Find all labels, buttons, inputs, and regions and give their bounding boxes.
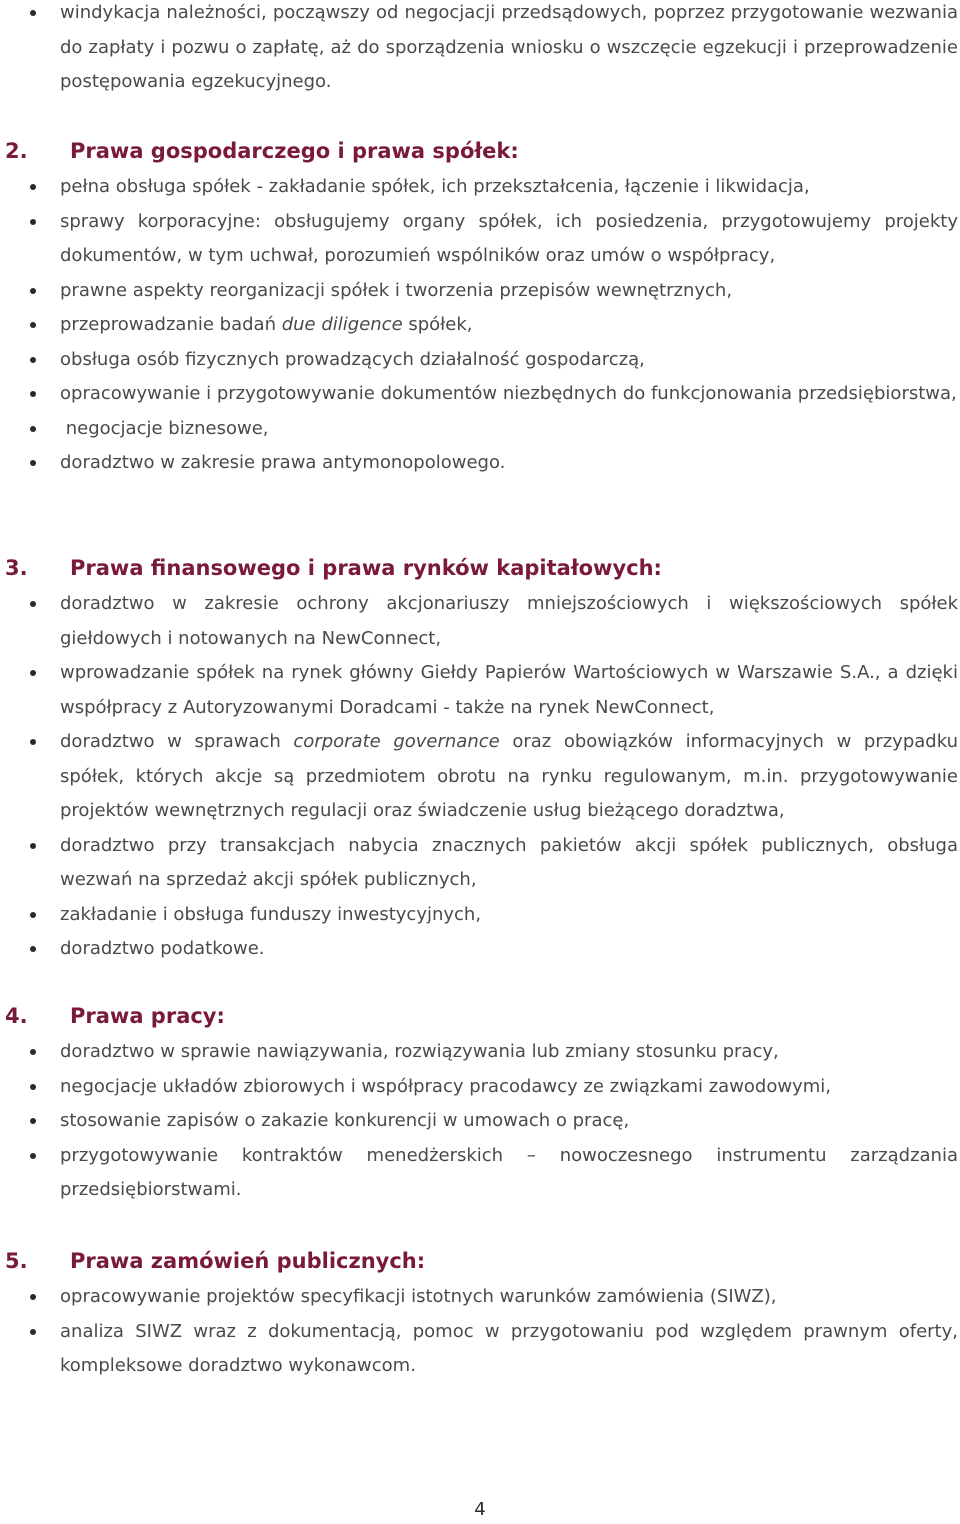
text-after: spółek, <box>402 314 473 335</box>
bullet-icon <box>30 843 36 849</box>
bullet-icon <box>30 1049 36 1055</box>
bullet-icon <box>30 1118 36 1124</box>
list-item <box>0 587 958 656</box>
list-item-text: doradztwo w zakresie ochrony akcjonariuszy mniejszościowych i większościowych spółek giełdowych i notowanych na NewConnect, <box>60 593 958 649</box>
list-item-text: doradztwo w sprawie nawiązywania, rozwiązywania lub zmiany stosunku pracy, <box>60 1041 779 1062</box>
list-item-text: przygotowywanie kontraktów menedżerskich – nowoczesnego instrumentu zarządzania przedsiębiorstwami. <box>60 1144 958 1200</box>
list-item <box>0 205 958 274</box>
list-item-text: negocjacje biznesowe, <box>60 417 269 439</box>
list-item <box>0 1280 958 1315</box>
section-number: 4. <box>5 1004 28 1028</box>
text-before: przeprowadzanie badań <box>60 314 282 335</box>
list-item <box>0 1070 958 1105</box>
list-item <box>0 343 958 378</box>
section-heading-5 <box>0 1244 958 1278</box>
list-item-text: negocjacje układów zbiorowych i współpracy pracodawcy ze związkami zawodowymi, <box>60 1075 831 1097</box>
list-item-text: pełna obsługa spółek - zakładanie spółek, ich przekształcenia, łączenie i likwidacja, <box>60 176 810 197</box>
bullet-icon <box>30 10 36 16</box>
list-item <box>0 1139 958 1208</box>
list-item-text: doradztwo przy transakcjach nabycia znacznych pakietów akcji spółek publicznych, obsługa wezwań na sprzedaż akcji spółek publicznych, <box>60 834 958 890</box>
section-3-list <box>0 587 958 967</box>
bullet-icon <box>30 184 36 190</box>
section-title: Prawa gospodarczego i prawa spółek: <box>70 139 519 163</box>
list-item <box>0 1315 958 1384</box>
bullet-icon <box>30 219 36 225</box>
list-item-text: stosowanie zapisów o zakazie konkurencji w umowach o pracę, <box>60 1110 630 1131</box>
text-after: oraz obowiązków informacyjnych w przypadku spółek, których akcje są przedmiotem obrotu na rynku regulowanym, m.in. przygotowywanie projektów wewnętrznych regulacji oraz świadczenie usług bieżącego doradztwa, <box>60 731 958 821</box>
bullet-icon <box>30 601 36 607</box>
list-item <box>0 725 958 829</box>
emphasis-text: corporate governance <box>293 731 500 752</box>
list-item <box>0 829 958 898</box>
list-item <box>0 0 958 100</box>
emphasis-text: due diligence <box>281 314 403 335</box>
section-4-list <box>0 1035 958 1208</box>
list-item <box>0 170 958 205</box>
bullet-icon <box>30 288 36 294</box>
list-item-text: prawne aspekty reorganizacji spółek i tworzenia przepisów wewnętrznych, <box>60 279 733 301</box>
section-5-list <box>0 1280 958 1384</box>
list-item <box>0 932 958 967</box>
text-before: doradztwo w sprawach <box>60 731 294 752</box>
list-item-text: zakładanie i obsługa funduszy inwestycyjnych, <box>60 903 482 925</box>
bullet-icon <box>30 1329 36 1335</box>
bullet-icon <box>30 357 36 363</box>
bullet-icon <box>30 460 36 466</box>
list-item-text: doradztwo podatkowe. <box>60 938 265 959</box>
list-item-text: doradztwo w zakresie prawa antymonopolowego. <box>60 452 506 473</box>
list-item-text: opracowywanie projektów specyfikacji istotnych warunków zamówienia (SIWZ), <box>60 1286 777 1307</box>
list-item-text <box>60 314 473 335</box>
section-title: Prawa pracy: <box>70 1004 225 1028</box>
list-item-text: sprawy korporacyjne: obsługujemy organy spółek, ich posiedzenia, przygotowujemy projekty dokumentów, w tym uchwał, porozumień wspólników oraz umów o współpracy, <box>60 210 958 266</box>
section-heading-3 <box>0 551 958 585</box>
page-number: 4 <box>474 1499 486 1520</box>
section-heading-2 <box>0 134 958 168</box>
list-item <box>0 1104 958 1139</box>
list-item-text: windykacja należności, począwszy od negocjacji przedsądowych, poprzez przygotowanie wezwania do zapłaty i pozwu o zapłatę, aż do sporządzenia wniosku o wszczęcie egzekucji i przeprowadzenie postępowania egzekucyjnego. <box>60 2 958 92</box>
bullet-icon <box>30 1294 36 1300</box>
section-number: 3. <box>5 556 28 580</box>
bullet-icon <box>30 322 36 328</box>
section-number: 5. <box>5 1249 28 1273</box>
bullet-icon <box>30 426 36 432</box>
list-item-text <box>60 731 958 821</box>
list-item <box>0 656 958 725</box>
bullet-icon <box>30 912 36 918</box>
bullet-icon <box>30 1084 36 1090</box>
intro-list <box>0 0 958 100</box>
list-item <box>0 377 958 412</box>
section-2-list <box>0 170 958 481</box>
bullet-icon <box>30 946 36 952</box>
bullet-icon <box>30 670 36 676</box>
list-item-text: analiza SIWZ wraz z dokumentacją, pomoc w przygotowaniu pod względem prawnym oferty, kompleksowe doradztwo wykonawcom. <box>60 1320 958 1376</box>
list-item <box>0 274 958 309</box>
section-heading-4 <box>0 999 958 1033</box>
list-item-text: opracowywanie i przygotowywanie dokumentów niezbędnych do funkcjonowania przedsiębiorstwa, <box>60 383 957 404</box>
list-item-text: wprowadzanie spółek na rynek główny Giełdy Papierów Wartościowych w Warszawie S.A., a dzięki współpracy z Autoryzowanymi Doradcami - także na rynek NewConnect, <box>60 662 958 718</box>
list-item <box>0 412 958 447</box>
list-item <box>0 898 958 933</box>
bullet-icon <box>30 739 36 745</box>
section-title: Prawa finansowego i prawa rynków kapitałowych: <box>70 556 662 580</box>
list-item <box>0 1035 958 1070</box>
list-item <box>0 446 958 481</box>
bullet-icon <box>30 1153 36 1159</box>
list-item-text: obsługa osób fizycznych prowadzących działalność gospodarczą, <box>60 348 645 370</box>
section-title: Prawa zamówień publicznych: <box>70 1249 426 1273</box>
list-item <box>0 308 958 343</box>
bullet-icon <box>30 391 36 397</box>
section-number: 2. <box>5 139 28 163</box>
